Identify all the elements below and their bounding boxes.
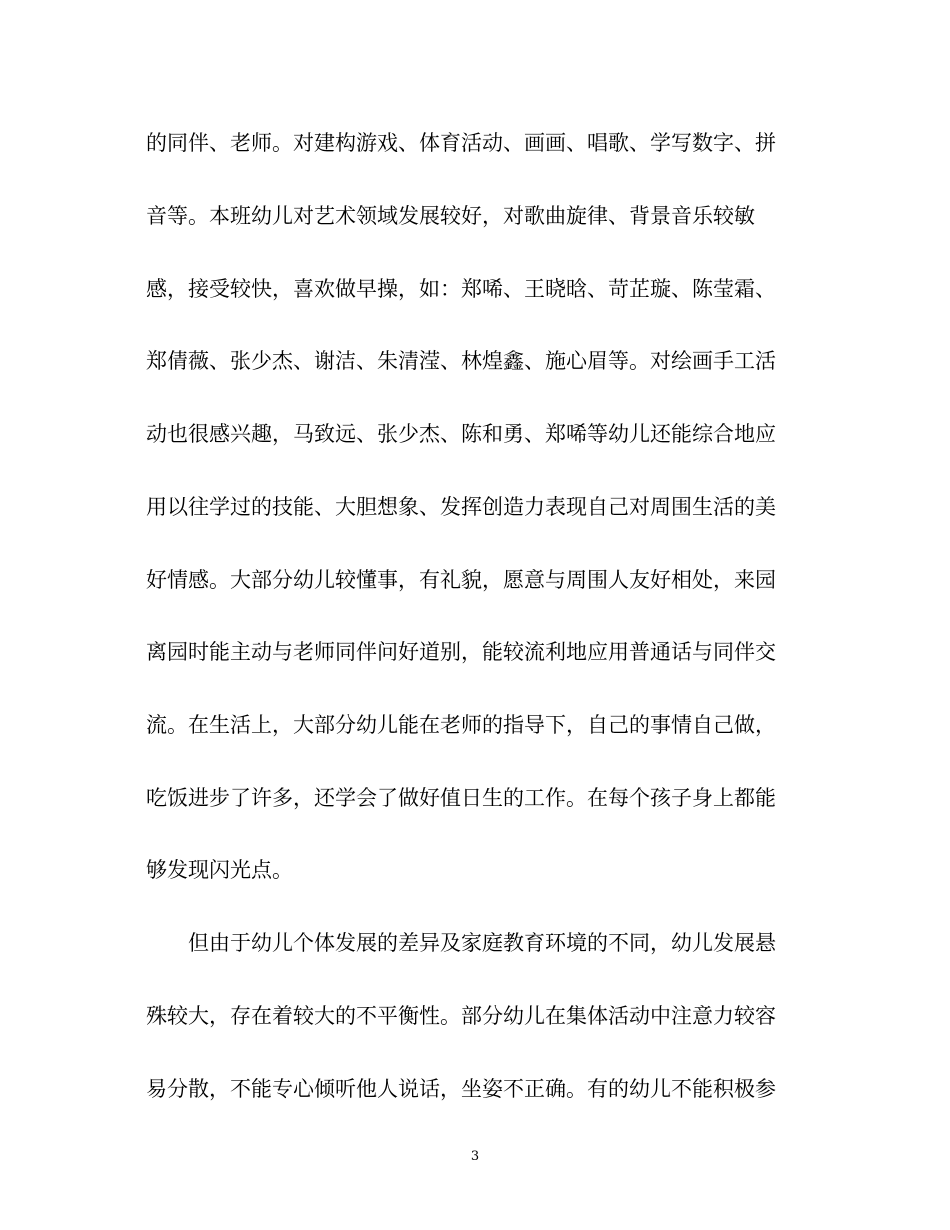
paragraph-1-line: 吃饭进步了许多，还学会了做好值日生的工作。在每个孩子身上都能 (146, 786, 776, 810)
paragraph-1-line: 流。在生活上，大部分幼儿能在老师的指导下，自己的事情自己做， (146, 713, 776, 737)
paragraph-1-line: 郑倩薇、张少杰、谢洁、朱清滢、林煌鑫、施心眉等。对绘画手工活 (146, 349, 776, 373)
paragraph-1-line: 动也很感兴趣，马致远、张少杰、陈和勇、郑唏等幼儿还能综合地应 (146, 422, 776, 446)
paragraph-1-line: 够发现闪光点。 (146, 858, 293, 882)
paragraph-1-line: 音等。本班幼儿对艺术领域发展较好，对歌曲旋律、背景音乐较敏 (146, 204, 755, 228)
paragraph-1-line: 感，接受较快，喜欢做早操，如：郑唏、王晓晗、苛芷璇、陈莹霜、 (146, 277, 776, 301)
page-number: 3 (470, 1149, 480, 1164)
paragraph-1-line: 用以往学过的技能、大胆想象、发挥创造力表现自己对周围生活的美 (146, 495, 776, 519)
paragraph-1-line: 离园时能主动与老师同伴问好道别，能较流利地应用普通话与同伴交 (146, 640, 776, 664)
paragraph-2-line: 殊较大，存在着较大的不平衡性。部分幼儿在集体活动中注意力较容 (146, 1004, 776, 1028)
paragraph-1-line: 好情感。大部分幼儿较懂事，有礼貌，愿意与周围人友好相处，来园 (146, 568, 776, 592)
paragraph-1-line: 的同伴、老师。对建构游戏、体育活动、画画、唱歌、学写数字、拼 (146, 131, 776, 155)
paragraph-2-line: 易分散，不能专心倾听他人说话，坐姿不正确。有的幼儿不能积极参 (146, 1077, 776, 1101)
paragraph-2-line: 但由于幼儿个体发展的差异及家庭教育环境的不同，幼儿发展悬 (188, 931, 776, 955)
